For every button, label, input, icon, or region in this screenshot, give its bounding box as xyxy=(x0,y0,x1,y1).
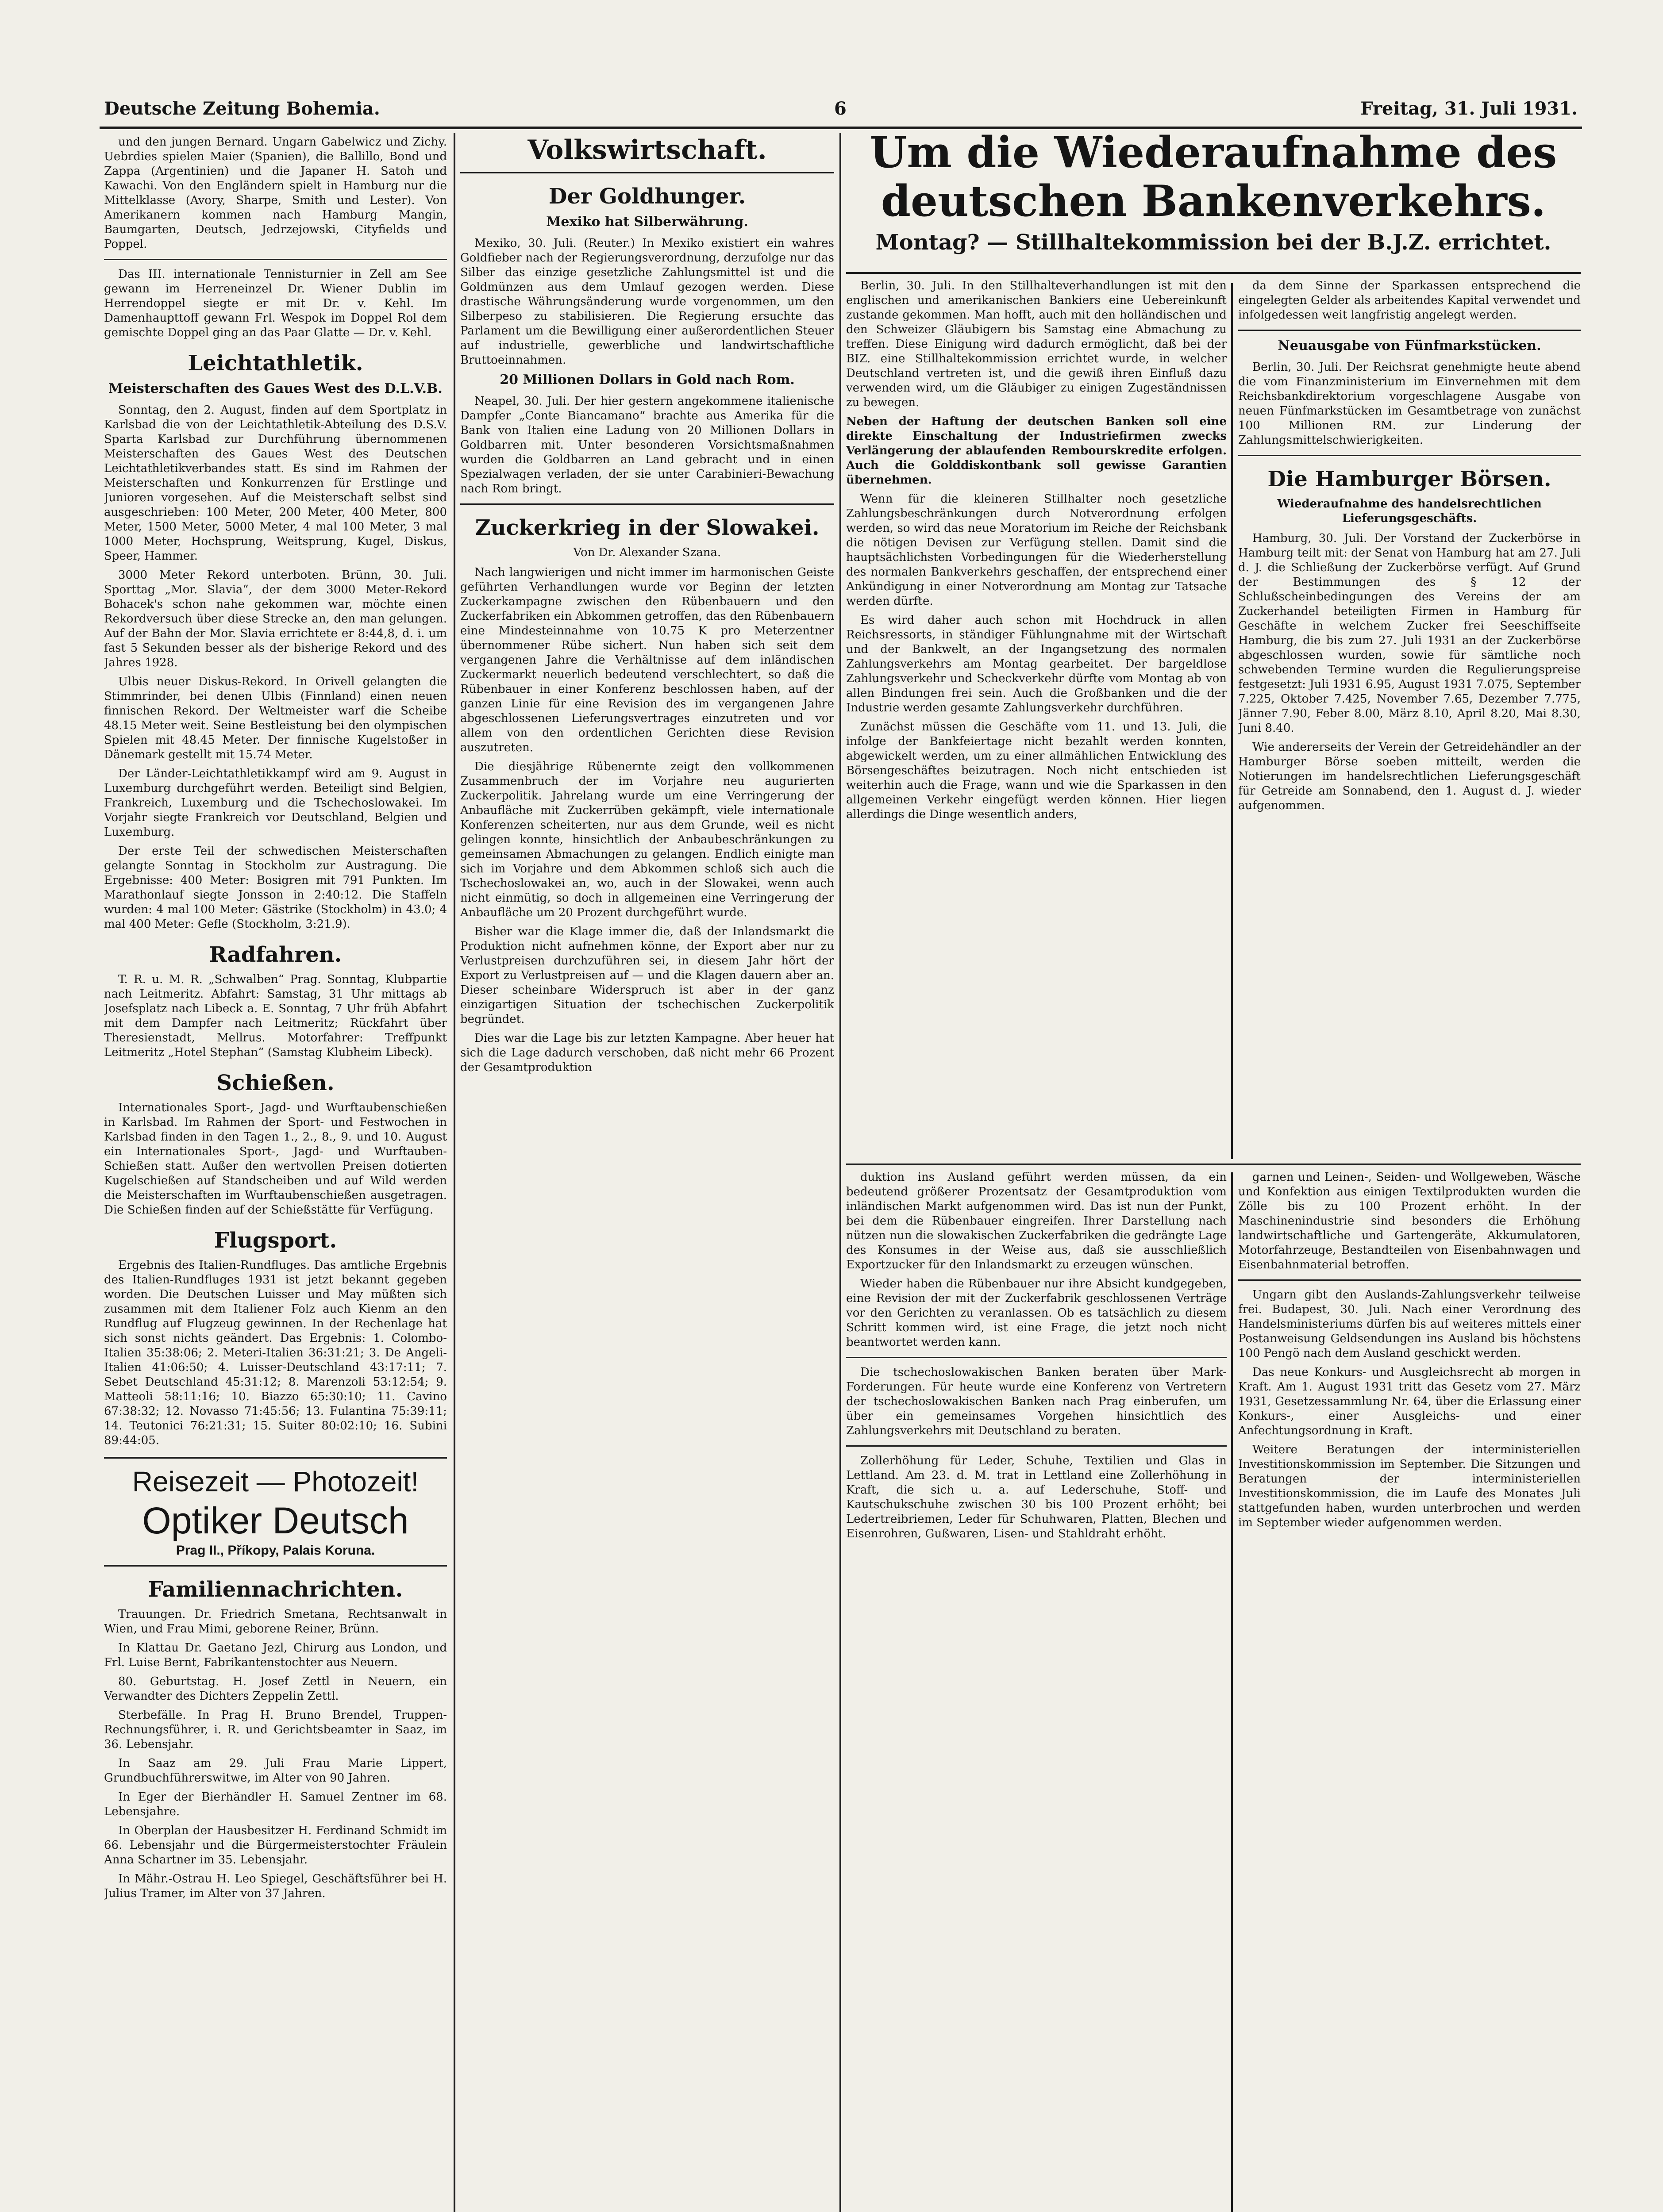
divider xyxy=(1238,330,1581,331)
gold-text: Mexiko, 30. Juli. (Reuter.) In Mexiko existiert ein wahres Goldfieber nach der Regierungsverordnung, derzufolge nur das Silber das einzige gesetzliche Zahlungsmittel ist und die Goldmünzen aus dem Umlauf gezogen werden. Diese drastische Währungsänderung wurde vorgenommen, um den Silberpeso zu stabilisieren. Die Regierung ersuchte das Parlament um die Bewilligung einer außerordentlichen Steuer auf industrielle, gewerbliche und landwirtschaftliche Bruttoeinnahmen. xyxy=(460,237,834,367)
divider xyxy=(1238,455,1581,456)
divider xyxy=(104,259,447,260)
column-banking xyxy=(846,279,1227,1159)
ad-slogan: Reisezeit — Photozeit! xyxy=(132,1466,419,1498)
record-text-2: Ulbis neuer Diskus-Rekord. In Orivell gelangten die Stimmrinder, bei denen Ulbis (Finnland) einen neuen finnischen Rekord. Der Weltmeister warf die Scheibe 48.15 Meter weit. Seine Bestleistung bei den olympischen Spielen mit 48.45 Meter. Der finnische Kugelstoßer in Dänemark gestellt mit 15.74 Meter. xyxy=(104,675,447,761)
divider xyxy=(846,1445,1227,1447)
column-economy xyxy=(460,135,834,2212)
tennis-intro: und den jungen Bernard. Ungarn Gabelwicz und Zichy. Uebrdies spielen Maier (Spanien), die Ballillo, Bond und Zappa (Argentinien) und die Japaner H. Satoh und Kawachi. Von den Engländern spielt in Hamburg nur die Mittelklasse (Avory, Sharpe, Smith und Lester). Von Amerikanern kommen nach Hamburg Mangin, Baumgarten, Deutsch, Jedrzejowski, Cityfields und Poppel. xyxy=(104,135,447,251)
banking-note: Neben der Haftung der deutschen Banken soll eine direkte Einschaltung der Industriefirmen zwecks Verlängerung der ablaufenden Rembourskredite erfolgen. Auch die Golddiskontbank soll gewisse Garantien übernehmen. xyxy=(846,415,1227,487)
banking-text: Zunächst müssen die Geschäfte vom 11. und 13. Juli, die infolge der Bankfeiertage nicht bezahlt werden konnten, abgewickelt werden, um zu einer allmählichen Entwicklung des Börsengeschäftes beizutragen. Noch nicht entschieden ist weiterhin auch die Frage, wann und wie die Sparkassen in den allgemeinen Verkehr eingefügt werden können. Hier liegen allerdings die Dinge wesentlich anders, xyxy=(846,720,1227,821)
coins-text: Berlin, 30. Juli. Der Reichsrat genehmigte heute abend die vom Finanzministerium im Einvernehmen mit dem Reichsbankdirektorium vorgeschlagene Ausgabe von neuen Fünfmarkstücken im Gesamtbetrage von zunächst 100 Millionen RM. zur Linderung der Zahlungsmittelschwierigkeiten. xyxy=(1238,361,1581,447)
column-news-briefs xyxy=(1238,1170,1581,2212)
column-rule-3 xyxy=(1231,283,1233,1159)
sugar-text: Dies war die Lage bis zur letzten Kampagne. Aber heuer hat sich die Lage dadurch verschoben, daß nicht mehr 66 Prozent der Gesamtproduktion xyxy=(460,1032,834,1074)
coins-heading: Neuausgabe von Fünfmarkstücken. xyxy=(1278,338,1541,353)
dollars-text: Neapel, 30. Juli. Der hier gestern angekommene italienische Dampfer „Conte Biancamano“ brachte aus Amerika für die Bank von Italien eine Ladung von 20 Millionen Dollars in Goldbarren mit. Unter besonderen Vorsichtsmaßnahmen wurden die Goldbarren an Land gebracht und in einen Spezialwagen verladen, der sie unter Carabinieri-Bewachung nach Rom bringt. xyxy=(460,395,834,495)
tennis-note: Das III. internationale Tennisturnier in Zell am See gewann im Herreneinzel Dr. Wiener Dublin im Herrendoppel siegte er mit Dr. v. Kehl. Im Damenhaupttoff gewann Frl. Wespok im Doppel Rol dem gemischte Doppel ging an das Paar Glatte — Dr. v. Kehl. xyxy=(104,268,447,339)
banking-text: Berlin, 30. Juli. In den Stillhalteverhandlungen ist mit den englischen und amerikanischen Bankiers eine Uebereinkunft zustande gekommen. Man hofft, auch mit den holländischen und den Schweizer Gläubigern bis Samstag eine Abmachung zu treffen. Diese Einigung wird dadurch ermöglicht, daß bei der BIZ. eine Stillhaltekommission errichtet wurde, in welcher Deutschland vertreten ist, und die gewiß ihren Einfluß dazu verwenden wird, um die Gläubiger zu einigen Zugeständnissen zu bewegen. xyxy=(846,279,1227,409)
family-item: In Saaz am 29. Juli Frau Marie Lippert, Grundbuchführerswitwe, im Alter von 90 Jahren. xyxy=(104,1757,447,1785)
optician-advertisement xyxy=(104,1457,447,1567)
sugar-heading: Zuckerkrieg in der Slowakei. xyxy=(475,515,820,540)
sugar-continued-text: Wieder haben die Rübenbauer nur ihre Absicht kundgegeben, eine Revision der mit der Zuckerfabrik geschlossenen Verträge vor den Gerichten zu veranlassen. Ob es tatsächlich zu diesem Schritt kommen wird, ist eine Frage, die jetzt noch nicht beantwortet werden kann. xyxy=(846,1277,1227,1349)
column-stock-exchange xyxy=(1238,279,1581,1159)
investment-text: Weitere Beratungen der interministeriellen Investitionskommission im September. Die Sitzungen und Beratungen der interministeriellen Investitionskommission, die im Laufe des Monates Juli stattgefunden haben, wurden unterbrochen und werden im September wieder aufgenommen werden. xyxy=(1238,1443,1581,1529)
family-item: Sterbefälle. In Prag H. Bruno Brendel, Truppen-Rechnungsführer, i. R. und Gerichtsbeamter in Saaz, im 36. Lebensjahr. xyxy=(104,1709,447,1751)
family-item: Trauungen. Dr. Friedrich Smetana, Rechtsanwalt in Wien, und Frau Mimi, geborene Reiner, Brünn. xyxy=(104,1608,447,1636)
shooting-text: Internationales Sport-, Jagd- und Wurftaubenschießen in Karlsbad. Im Rahmen der Sport- und Festwochen in Karlsbad finden in den Tagen 1., 2., 8., 9. und 10. August ein Internationales Sport-, Jagd- und Wurftauben-Schießen statt. Außer den wertvollen Preisen dotierten Kugelschießen auf Standscheiben und auf Wild werden die Meisterschaften im Wurftaubenschießen ausgetragen. Die Schießen finden auf der Schießstätte für Verfügung. xyxy=(104,1101,447,1217)
banking-continued: da dem Sinne der Sparkassen entsprechend die eingelegten Gelder als arbeitendes Kapital verwendet und infolgedessen weit langfristig angelegt werden. xyxy=(1238,279,1581,322)
sugar-text: Bisher war die Klage immer die, daß der Inlandsmarkt die Produktion nicht aufnehmen könne, der Export aber nur zu Verlustpreisen durchzuführen sei, in diesem Jahr hört der Export zu Verlustpreisen auf — und die Klagen dauern aber an. Dieser scheinbare Widerspruch ist aber in der ganz einzigartigen Situation der tschechischen Zuckerpolitik begründet. xyxy=(460,925,834,1026)
banks-text: Die tschechoslowakischen Banken beraten über Mark-Forderungen. Für heute wurde eine Konferenz von Vertretern der tschechoslowakischen Banken nach Prag einberufen, um über ein gemeinsames Vorgehen hinsichtlich des Zahlungsverkehrs mit Deutschland zu beraten. xyxy=(846,1366,1227,1437)
divider xyxy=(846,1357,1227,1358)
championships-heading: Meisterschaften des Gaues West des D.L.V.B. xyxy=(108,381,443,396)
issue-date: Freitag, 31. Juli 1931. xyxy=(1360,98,1578,119)
hamburg-subheading: Wiederaufnahme des handelsrechtlichen Lieferungsgeschäfts. xyxy=(1277,497,1542,525)
sugar-continued-text: duktion ins Ausland geführt werden müssen, da ein bedeutend größerer Prozentsatz der Gesamtproduktion vom inländischen Markt aufgenommen wird. Das ist nun der Punkt, bei dem die Rübenbauer eingreifen. Ihrer Darstellung nach nützen nun die slowakischen Zuckerfabriken die gedrängte Lage des Konsumes in der Weise aus, daß sie ausschließlich Exportzucker für den Inlandsmarkt zu erzeugen wünschen. xyxy=(846,1171,1227,1271)
aviation-text: Ergebnis des Italien-Rundfluges. Das amtliche Ergebnis des Italien-Rundfluges 1931 ist jetzt bekannt gegeben worden. Die Deutschen Luisser und May müßten sich zusammen mit dem Italiener Folz auch Kienm an den Rundflug auf Flugzeug gewinnen. In der Rechenlage hat sich sonst nichts geändert. Das Ergebnis: 1. Colombo-Italien 35:38:06; 2. Meteri-Italien 36:31:21; 3. De Angeli-Italien 41:06:50; 4. Luisser-Deutschland 43:17:11; 7. Sebet Deutschland 45:31:12; 8. Marenzoli 53:12:54; 9. Matteoli 58:11:16; 10. Biazzo 65:30:10; 11. Cavino 67:38:32; 12. Novasso 71:45:56; 13. Fulantina 75:39:11; 14. Teutonici 76:21:31; 15. Suiter 80:02:10; 16. Subini 89:44:05. xyxy=(104,1259,447,1447)
latvia-text: Zollerhöhung für Leder, Schuhe, Textilien und Glas in Lettland. Am 23. d. M. trat in Lettland eine Zollerhöhung in Kraft, die sich u. a. auf Lederschuhe, Stoff- und Kautschukschuhe zwischen 30 bis 100 Prozent erhöht; bei Ledertreibriemen, Leder für Schuhwaren, Platten, Blechen und Eisenrohren, Gußwaren, Lisen- und Stahldraht erhöht. xyxy=(846,1454,1227,1540)
cycling-heading: Radfahren. xyxy=(209,942,342,967)
aviation-heading: Flugsport. xyxy=(214,1228,337,1253)
family-item: In Klattau Dr. Gaetano Jezl, Chirurg aus London, und Frl. Luise Bernt, Fabrikantenstochter aus Neuern. xyxy=(104,1641,447,1669)
gold-subheading: Mexiko hat Silberwährung. xyxy=(546,214,748,230)
sugar-text: Nach langwierigen und nicht immer im harmonischen Geiste geführten Verhandlungen wurde vor Beginn der letzten Zuckerkampagne zwischen den Rübenbauern und den Zuckerfabriken ein Abkommen getroffen, das den Rübenbauern eine Mindesteinnahme von 10.75 K pro Meterzentner übernommener Rübe sichert. Nun haben sich seit dem vergangenen Jahre die Verhältnisse auf dem inländischen Zuckermarkt neuerlich bedeutend verschlechtert, so daß die Rübenbauer in einer Konferenz beschlossen haben, auf der ganzen Linie für eine Revision des im vergangenen Jahre abgeschlossenen Lieferungsvertrages einzutreten und vor allem von den ordentlichen Gerichten diese Revision auszutreten. xyxy=(460,566,834,754)
ad-address: Prag II., Příkopy, Palais Koruna. xyxy=(176,1543,375,1558)
divider xyxy=(460,172,834,173)
family-heading: Familiennachrichten. xyxy=(148,1577,403,1602)
masthead xyxy=(104,98,1578,129)
divider xyxy=(460,503,834,505)
dollars-heading: 20 Millionen Dollars in Gold nach Rom. xyxy=(500,372,795,388)
main-headline: Um die Wiederaufnahme des deutschen Bankenverkehrs. xyxy=(870,127,1557,226)
family-item: 80. Geburtstag. H. Josef Zettl in Neuern, ein Verwandter des Dichters Zeppelin Zettl. xyxy=(104,1675,447,1703)
main-subheadline: Montag? — Stillhaltekommission bei der B.J.Z. errichtet. xyxy=(875,230,1551,255)
column-rule-2 xyxy=(839,133,841,2212)
hungary-text: Ungarn gibt den Auslands-Zahlungsverkehr teilweise frei. Budapest, 30. Juli. Nach einer Verordnung des Handelsministeriums dürfen bis auf weiteres mittels einer Postanweisung Geldsendungen ins Ausland bis höchstens 100 Pengö nach dem Ausland geschickt werden. xyxy=(1238,1288,1581,1360)
championships-text: Sonntag, den 2. August, finden auf dem Sportplatz in Karlsbad die von der Leichtathletik-Abteilung des D.S.V. Sparta Karlsbad zur Durchführung übernommenen Meisterschaften des Gaues West des Deutschen Leichtathletikverbandes statt. Es sind im Rahmen der Meisterschaften und Konkurrenzen für Erstlinge und Junioren vorgesehen. Auf die Meisterschaft selbst sind ausgeschrieben: 100 Meter, 200 Meter, 400 Meter, 800 Meter, 1500 Meter, 5000 Meter, 4 mal 100 Meter, 3 mal 1000 Meter, Hochsprung, Weitsprung, Kugel, Diskus, Speer, Hammer. xyxy=(104,403,447,563)
hamburg-text: Hamburg, 30. Juli. Der Vorstand der Zuckerbörse in Hamburg teilt mit: der Senat von Hamburg hat am 27. Juli d. J. die Schließung der Zuckerbörse verfügt. Auf Grund der Bestimmungen des § 12 der Schlußscheinbedingungen des Vereins der am Zuckerhandel beteiligten Firmen in Hamburg für Geschäfte in welchem Zucker frei Seeschiffseite Hamburg, die bis zum 27. Juli 1931 an der Zuckerbörse abgeschlossen wurden, sowie für sämtliche noch schwebenden Termine wurden die Regulierungspreise festgesetzt: Juli 1931 6.95, August 1931 7.075, September 7.225, Oktober 7.425, November 7.65, Dezember 7.775, Jänner 7.90, Feber 8.00, März 8.10, April 8.20, Mai 8.30, Juni 8.40. xyxy=(1238,532,1581,735)
sugar-byline: Von Dr. Alexander Szana. xyxy=(573,546,721,559)
hamburg-heading: Die Hamburger Börsen. xyxy=(1267,467,1551,492)
headline-rule xyxy=(846,272,1581,274)
athletics-heading: Leichtathletik. xyxy=(188,351,363,376)
hamburg-text: Wie andererseits der Verein der Getreidehändler an der Hamburger Börse soeben mitteilt, werden die Notierungen im handelsrechtlichen Lieferungsgeschäft für Getreide am Sonnabend, den 1. August d. J. wieder aufgenommen. xyxy=(1238,741,1581,812)
bankruptcy-text: Das neue Konkurs- und Ausgleichsrecht ab morgen in Kraft. Am 1. August 1931 tritt das Gesetz vom 27. März 1931, Gesetzessammlung Nr. 64, über die Erlassung einer Konkurs-, einer Ausgleichs- und einer Anfechtungsordnung in Kraft. xyxy=(1238,1366,1581,1437)
column-rule-4 xyxy=(1231,1172,1233,2212)
column-rule-1 xyxy=(454,133,455,2212)
horizontal-rule xyxy=(846,1164,1581,1165)
section-heading: Volkswirtschaft. xyxy=(527,135,767,165)
page-number: 6 xyxy=(834,98,847,119)
family-item: In Eger der Bierhändler H. Samuel Zentner im 68. Lebensjahre. xyxy=(104,1790,447,1818)
ad-company: Optiker Deutsch xyxy=(142,1500,409,1541)
nations-text: Der Länder-Leichtathletikkampf wird am 9. August in Luxemburg durchgeführt werden. Beteiligt sind Belgien, Frankreich, Luxemburg und die Tschechoslowakei. Im Vorjahr siegte Frankreich vor Deutschland, Belgien und Luxemburg. xyxy=(104,767,447,839)
paper-name: Deutsche Zeitung Bohemia. xyxy=(104,98,380,119)
banking-text: Es wird daher auch schon mit Hochdruck in allen Reichsressorts, in ständiger Fühlungnahme mit der Wirtschaft und der Bankwelt, an der Ingangsetzung des normalen Zahlungsverkehrs am Montag gearbeitet. Der bargeldlose Zahlungsverkehr und Scheckverkehr dürfte vom Montag ab von allen Bindungen frei sein. Auch die Großbanken und die der Industrie werden gesamte Zahlungsverkehr durchführen. xyxy=(846,614,1227,714)
column-sports xyxy=(104,135,447,2212)
family-item: In Mähr.-Ostrau H. Leo Spiegel, Geschäftsführer bei H. Julius Tramer, im Alter von 37 Jahren. xyxy=(104,1872,447,1900)
sugar-text: Die diesjährige Rübenernte zeigt den vollkommenen Zusammenbruch der im Vorjahre neu augurierten Zuckerpolitik. Jahrelang wurde um eine Verringerung der Anbaufläche mit Zuckerrüben gekämpft, viele internationale Konferenzen scheiterten, nur aus dem Grunde, weil es nicht gelingen konnte, hinsichtlich der Anbaubeschränkungen zu gemeinsamen Abmachungen zu gelangen. Endlich einigte man sich im Vorjahre und dem Abkommen schloß sich auch die Tschechoslowakei an, wo, auch in der Slowakei, wenn auch nicht einmütig, so doch in allgemeinen eine Verringerung der Anbaufläche um 20 Prozent durchgeführt wurde. xyxy=(460,760,834,919)
latvia-continued: garnen und Leinen-, Seiden- und Wollgeweben, Wäsche und Konfektion aus einigen Textilprodukten wurden die Zölle bis zu 100 Prozent erhöht. In der Maschinenindustrie sind besonders die Erhöhung landwirtschaftliche und Gartengeräte, Akkumulatoren, Motorfahrzeuge, Bestandteilen von Eisenbahnwagen und Eisenbahnmaterial betroffen. xyxy=(1238,1171,1581,1271)
shooting-heading: Schießen. xyxy=(216,1071,335,1095)
record-text-1: 3000 Meter Rekord unterboten. Brünn, 30. Juli. Sporttag „Mor. Slavia“, der dem 3000 Meter-Rekord Bohacek's schon nahe gekommen war, möchte einen Rekordversuch über diese Strecke an, den man gelungen. Auf der Bahn der Mor. Slavia errichtete er 8:44,8, d. i. um fast 5 Sekunden besser als der bisherige Rekord und des Jahres 1928. xyxy=(104,568,447,669)
swedish-text: Der erste Teil der schwedischen Meisterschaften gelangte Sonntag in Stockholm zur Austragung. Die Ergebnisse: 400 Meter: Bosigren mit 791 Punkten. Im Marathonlauf siegte Jonsson in 2:40:12. Die Staffeln wurden: 4 mal 100 Meter: Gästrike (Stockholm) in 43.0; 4 mal 400 Meter: Gefle (Stockholm, 3:21.9). xyxy=(104,845,447,931)
cycling-text: T. R. u. M. R. „Schwalben“ Prag. Sonntag, Klubpartie nach Leitmeritz. Abfahrt: Samstag, 31 Uhr mittags ab Josefsplatz nach Libeck a. E. Sonntag, 7 Uhr früh Abfahrt mit dem Dampfer nach Leitmeritz; Rückfahrt über Theresienstadt, Mellrus. Motorfahrer: Treffpunkt Leitmeritz „Hotel Stephan“ (Samstag Klubheim Libeck). xyxy=(104,973,447,1059)
family-item: In Oberplan der Hausbesitzer H. Ferdinand Schmidt im 66. Lebensjahr und die Bürgermeisterstochter Fräulein Anna Schartner im 35. Lebensjahr. xyxy=(104,1824,447,1866)
banking-text: Wenn für die kleineren Stillhalter noch gesetzliche Zahlungsbeschränkungen durch Notverordnung erfolgen werden, so wird das neue Moratorium im Reiche der Reichsbank die nötigen Devisen zur Verfügung stellen. Damit sind die hauptsächlichsten Vorbedingungen für die Wiederherstellung des normalen Bankverkehrs geschaffen, der entsprechend einer Ankündigung in einer Notverordnung am Montag zur Tatsache werden dürfte. xyxy=(846,492,1227,608)
column-sugar-continued xyxy=(846,1170,1227,2212)
divider xyxy=(1238,1279,1581,1281)
gold-heading: Der Goldhunger. xyxy=(548,184,746,209)
